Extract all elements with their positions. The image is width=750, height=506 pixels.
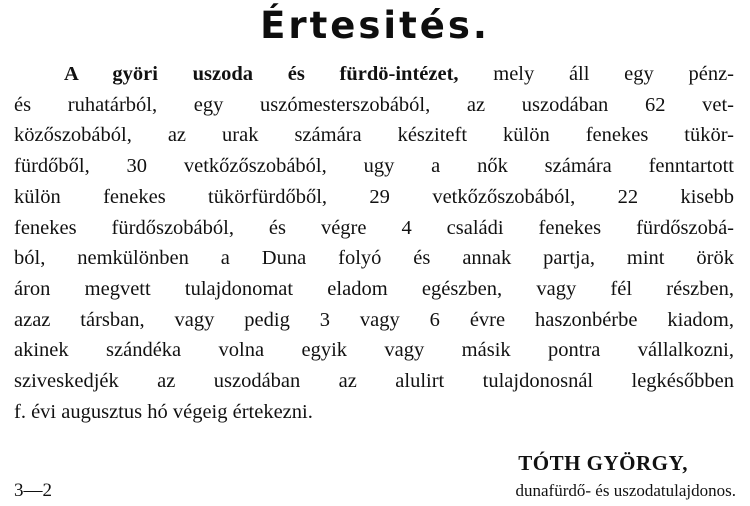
body-line-text: f. évi augusztus hó végeig értekezni. bbox=[14, 400, 313, 423]
body-line-text: azaz társban, vagy pedig 3 vagy 6 évre haszonbérbe kiadom, bbox=[14, 308, 734, 331]
body-line-2 bbox=[14, 90, 734, 121]
body-line-6 bbox=[14, 213, 734, 244]
signature-name: TÓTH GYÖRGY, bbox=[518, 451, 688, 475]
body-line-8 bbox=[14, 274, 734, 305]
body-line-text: mely áll egy pénz- bbox=[458, 63, 735, 85]
body-line-1 bbox=[14, 59, 734, 90]
body-line-text: akinek szándéka volna egyik vagy másik pontra vállalkozni, bbox=[14, 339, 734, 362]
body-line-text: közőszobából, az urak számára késziteft külön fenekes tükör- bbox=[14, 124, 734, 147]
body-line-10 bbox=[14, 335, 734, 366]
body-line-5 bbox=[14, 182, 734, 213]
notice-title: Értesités. bbox=[260, 4, 490, 47]
issue-number: 3—2 bbox=[14, 480, 52, 501]
body-line-12 bbox=[14, 397, 734, 428]
body-line-text: fürdőből, 30 vetkőzőszobából, ugy a nők számára fenntartott bbox=[14, 155, 734, 178]
body-line-text: és ruhatárból, egy uszómesterszobából, az uszodában 62 vet- bbox=[14, 93, 734, 116]
body-line-7 bbox=[14, 243, 734, 274]
body-line-9 bbox=[14, 305, 734, 336]
notice-body bbox=[14, 59, 734, 427]
body-line-11 bbox=[14, 366, 734, 397]
body-line-text: sziveskedjék az uszodában az alulirt tulajdonosnál legkésőbben bbox=[14, 370, 734, 393]
body-line-text: fenekes fürdőszobából, és végre 4 családi fenekes fürdőszobá- bbox=[14, 216, 734, 239]
body-line-text: áron megvett tulajdonomat eladom egészben, vagy fél részben, bbox=[14, 277, 734, 300]
body-lead-text: A györi uszoda és fürdö-intézet, bbox=[64, 63, 459, 85]
body-line-text: ból, nemkülönben a Duna folyó és annak partja, mint örök bbox=[14, 247, 734, 270]
body-line-text: külön fenekes tükörfürdőből, 29 vetkőzőszobából, 22 kisebb bbox=[14, 185, 734, 208]
body-line-3 bbox=[14, 120, 734, 151]
body-line-4 bbox=[14, 151, 734, 182]
signature-title: dunafürdő- és uszodatulajdonos. bbox=[515, 481, 736, 500]
